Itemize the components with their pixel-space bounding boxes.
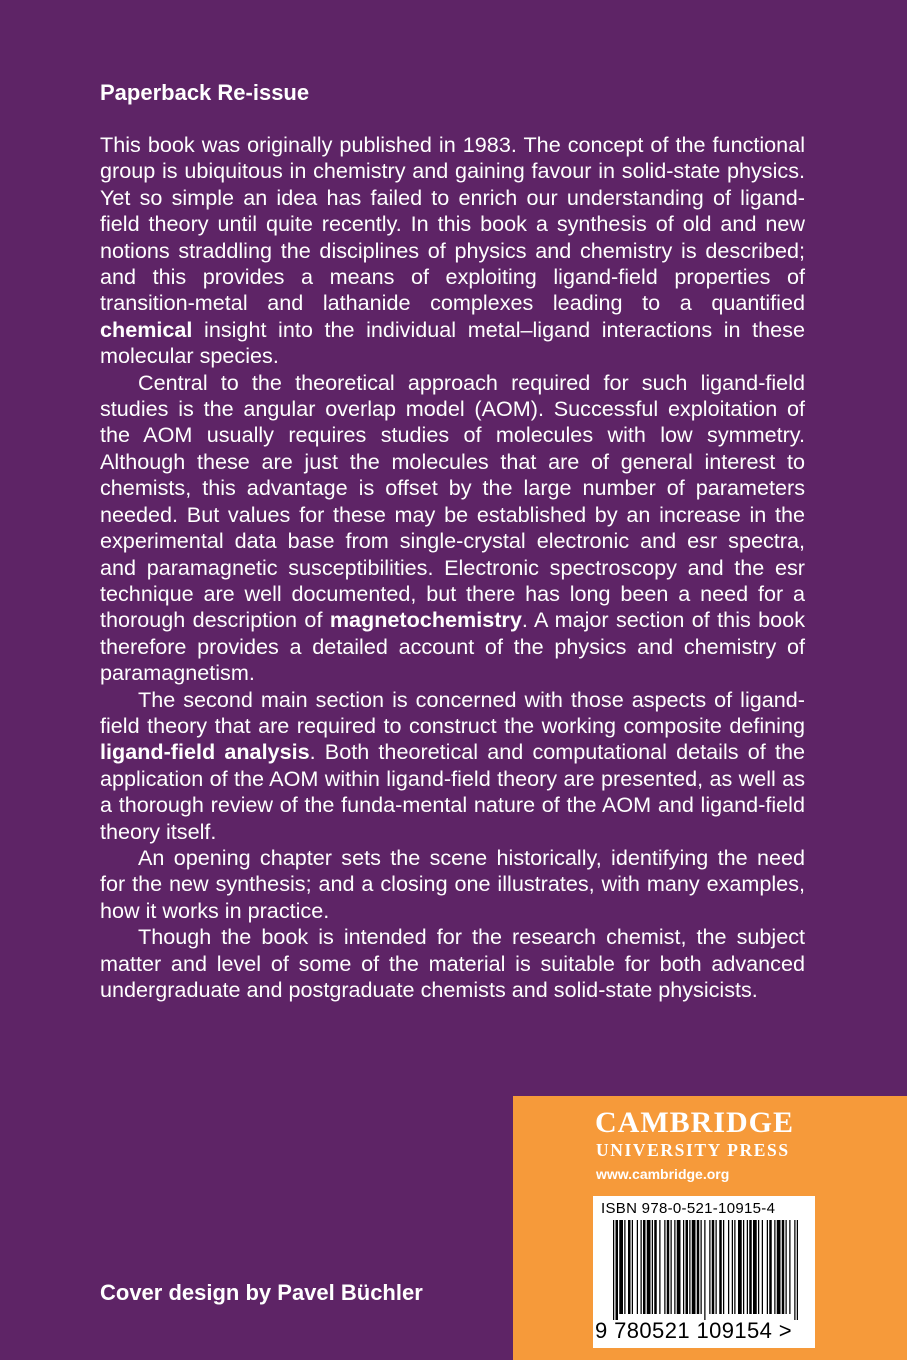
barcode-icon [593, 1220, 815, 1320]
emphasis-chemical: chemical [100, 316, 193, 342]
blurb-paragraph-2: Central to the theoretical approach required for such ligand-field studies is the angular overlap model (AOM). Successful exploitation of the AOM usually requires studies of molecules with low symmetry. Although these are just the molecules that are of general interest to chemists, this advantage is offset by the large number of parameters needed. But values for these may be established by an increase in the experimental data base from single-crystal electronic and esr spectra, and paramagnetic susceptibilities. Electronic spectroscopy and the esr technique are well documented, but there has long been a need for a thorough description of magnetochemistry. A major section of this book therefore provides a detailed account of the physics and chemistry of paramagnetism. [100, 369, 805, 686]
emphasis-magnetochemistry: magnetochemistry [329, 607, 522, 633]
cover-design-credit: Cover design by Pavel Büchler [100, 1280, 423, 1305]
publisher-block [513, 1096, 907, 1360]
publisher-logo-name: CAMBRIDGE [595, 1106, 795, 1139]
isbn-barcode-box [593, 1196, 815, 1348]
blurb-paragraph-4: An opening chapter sets the scene historically, identifying the need for the new synthesis; and a closing one illustrates, with many examples, how it works in practice. [100, 844, 805, 923]
isbn-digits: 9 780521 109154 > [595, 1318, 793, 1343]
cover-heading: Paperback Re-issue [100, 80, 310, 105]
publisher-url: www.cambridge.org [596, 1166, 730, 1182]
blurb-paragraph-3: The second main section is concerned with those aspects of ligand-field theory that are required to construct the working composite defining ligand-field analysis. Both theoretical and computational details of the application of the AOM within ligand-field theory are presented, as well as a thorough review of the funda-mental nature of the AOM and ligand-field theory itself. [100, 686, 805, 844]
blurb-paragraph-5: Though the book is intended for the research chemist, the subject matter and level of some of the material is suitable for both advanced undergraduate and postgraduate chemists and solid-state physicists. [100, 924, 805, 1002]
emphasis-ligand-field-analysis: ligand-field analysis [100, 739, 310, 765]
blurb-text [100, 132, 805, 1003]
publisher-logo-subname: UNIVERSITY PRESS [596, 1140, 790, 1160]
blurb-paragraph-1: This book was originally published in 1983. The concept of the functional group is ubiquitous in chemistry and gaining favour in solid-state physics. Yet so simple an idea has failed to enrich our understanding of ligand-field theory until quite recently. In this book a synthesis of old and new notions straddling the disciplines of physics and chemistry is described; and this provides a means of exploiting ligand-field properties of transition-metal and lathanide complexes leading to a quantified chemical insight into the individual metal–ligand interactions in these molecular species. [100, 132, 805, 369]
isbn-label: ISBN 978-0-521-10915-4 [601, 1200, 776, 1217]
